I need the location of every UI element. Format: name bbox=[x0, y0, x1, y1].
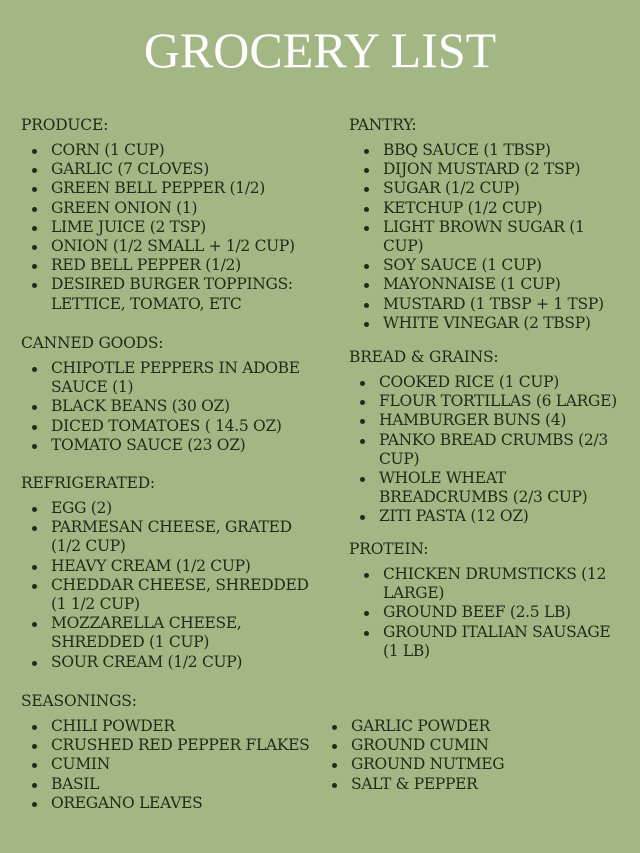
list-item: CRUSHED RED PEPPER FLAKES bbox=[21, 736, 321, 755]
list-item: DICED TOMATOES ( 14.5 OZ) bbox=[21, 417, 321, 436]
section-heading: SEASONINGS: bbox=[21, 692, 137, 710]
list-item: MAYONNAISE (1 CUP) bbox=[349, 275, 619, 294]
list-item: SALT & PEPPER bbox=[321, 775, 621, 794]
list-item: SUGAR (1/2 CUP) bbox=[349, 179, 619, 198]
list-item: GROUND CUMIN bbox=[321, 736, 621, 755]
list-item: SOUR CREAM (1/2 CUP) bbox=[21, 653, 321, 672]
seasonings-section bbox=[21, 691, 621, 817]
list-item: GREEN ONION (1) bbox=[21, 199, 321, 218]
seasonings-columns bbox=[21, 717, 621, 817]
list-item: OREGANO LEAVES bbox=[21, 794, 321, 813]
page-title: GROCERY LIST bbox=[143, 22, 497, 78]
item-list bbox=[21, 499, 321, 672]
list-item: WHOLE WHEAT BREADCRUMBS (2/3 CUP) bbox=[349, 469, 624, 507]
list-item: GARLIC (7 CLOVES) bbox=[21, 160, 321, 179]
list-item: CHICKEN DRUMSTICKS (12 LARGE) bbox=[349, 565, 624, 603]
list-item: EGG (2) bbox=[21, 499, 321, 518]
list-item: PANKO BREAD CRUMBS (2/3 CUP) bbox=[349, 431, 624, 469]
list-item: WHITE VINEGAR (2 TBSP) bbox=[349, 314, 619, 333]
item-list bbox=[349, 373, 624, 527]
list-item: CHILI POWDER bbox=[21, 717, 321, 736]
protein-section bbox=[349, 539, 624, 661]
list-item: CHEDDAR CHEESE, SHREDDED (1 1/2 CUP) bbox=[21, 576, 321, 614]
list-item: CUMIN bbox=[21, 755, 321, 774]
list-item: BLACK BEANS (30 OZ) bbox=[21, 397, 321, 416]
list-item: CHIPOTLE PEPPERS IN ADOBE SAUCE (1) bbox=[21, 359, 321, 397]
list-item: BBQ SAUCE (1 TBSP) bbox=[349, 141, 619, 160]
list-item: GROUND NUTMEG bbox=[321, 755, 621, 774]
produce-section bbox=[21, 115, 321, 314]
section-heading: CANNED GOODS: bbox=[21, 334, 164, 352]
item-list bbox=[349, 565, 624, 661]
section-heading: BREAD & GRAINS: bbox=[349, 348, 499, 366]
list-item: PARMESAN CHEESE, GRATED (1/2 CUP) bbox=[21, 518, 321, 556]
pantry-section bbox=[349, 115, 619, 333]
item-list bbox=[21, 717, 321, 813]
section-heading: PRODUCE: bbox=[21, 116, 109, 134]
bread-grains-section bbox=[349, 347, 624, 527]
list-item: TOMATO SAUCE (23 OZ) bbox=[21, 436, 321, 455]
list-item: COOKED RICE (1 CUP) bbox=[349, 373, 624, 392]
section-heading: PROTEIN: bbox=[349, 540, 429, 558]
list-item: GREEN BELL PEPPER (1/2) bbox=[21, 179, 321, 198]
list-item: RED BELL PEPPER (1/2) bbox=[21, 256, 321, 275]
list-item: GROUND ITALIAN SAUSAGE (1 LB) bbox=[349, 623, 624, 661]
list-item: DIJON MUSTARD (2 TSP) bbox=[349, 160, 619, 179]
section-heading: REFRIGERATED: bbox=[21, 474, 155, 492]
list-item: GROUND BEEF (2.5 LB) bbox=[349, 603, 624, 622]
refrigerated-section bbox=[21, 473, 321, 672]
item-list bbox=[321, 717, 621, 794]
list-item: BASIL bbox=[21, 775, 321, 794]
list-item: KETCHUP (1/2 CUP) bbox=[349, 199, 619, 218]
list-item: MOZZARELLA CHEESE, SHREDDED (1 CUP) bbox=[21, 614, 321, 652]
list-item: FLOUR TORTILLAS (6 LARGE) bbox=[349, 392, 624, 411]
item-list bbox=[21, 359, 321, 455]
item-list bbox=[21, 141, 321, 314]
list-item: HAMBURGER BUNS (4) bbox=[349, 411, 624, 430]
list-item: LIGHT BROWN SUGAR (1 CUP) bbox=[349, 218, 619, 256]
list-item: ZITI PASTA (12 OZ) bbox=[349, 507, 624, 526]
list-item: MUSTARD (1 TBSP + 1 TSP) bbox=[349, 295, 619, 314]
list-item: GARLIC POWDER bbox=[321, 717, 621, 736]
list-item: HEAVY CREAM (1/2 CUP) bbox=[21, 557, 321, 576]
canned-goods-section bbox=[21, 333, 321, 455]
section-heading: PANTRY: bbox=[349, 116, 417, 134]
list-item: LIME JUICE (2 TSP) bbox=[21, 218, 321, 237]
list-item: SOY SAUCE (1 CUP) bbox=[349, 256, 619, 275]
item-list bbox=[349, 141, 619, 333]
list-item: CORN (1 CUP) bbox=[21, 141, 321, 160]
list-item: ONION (1/2 SMALL + 1/2 CUP) bbox=[21, 237, 321, 256]
list-item: DESIRED BURGER TOPPINGS: LETTICE, TOMATO, ETC bbox=[21, 275, 321, 313]
